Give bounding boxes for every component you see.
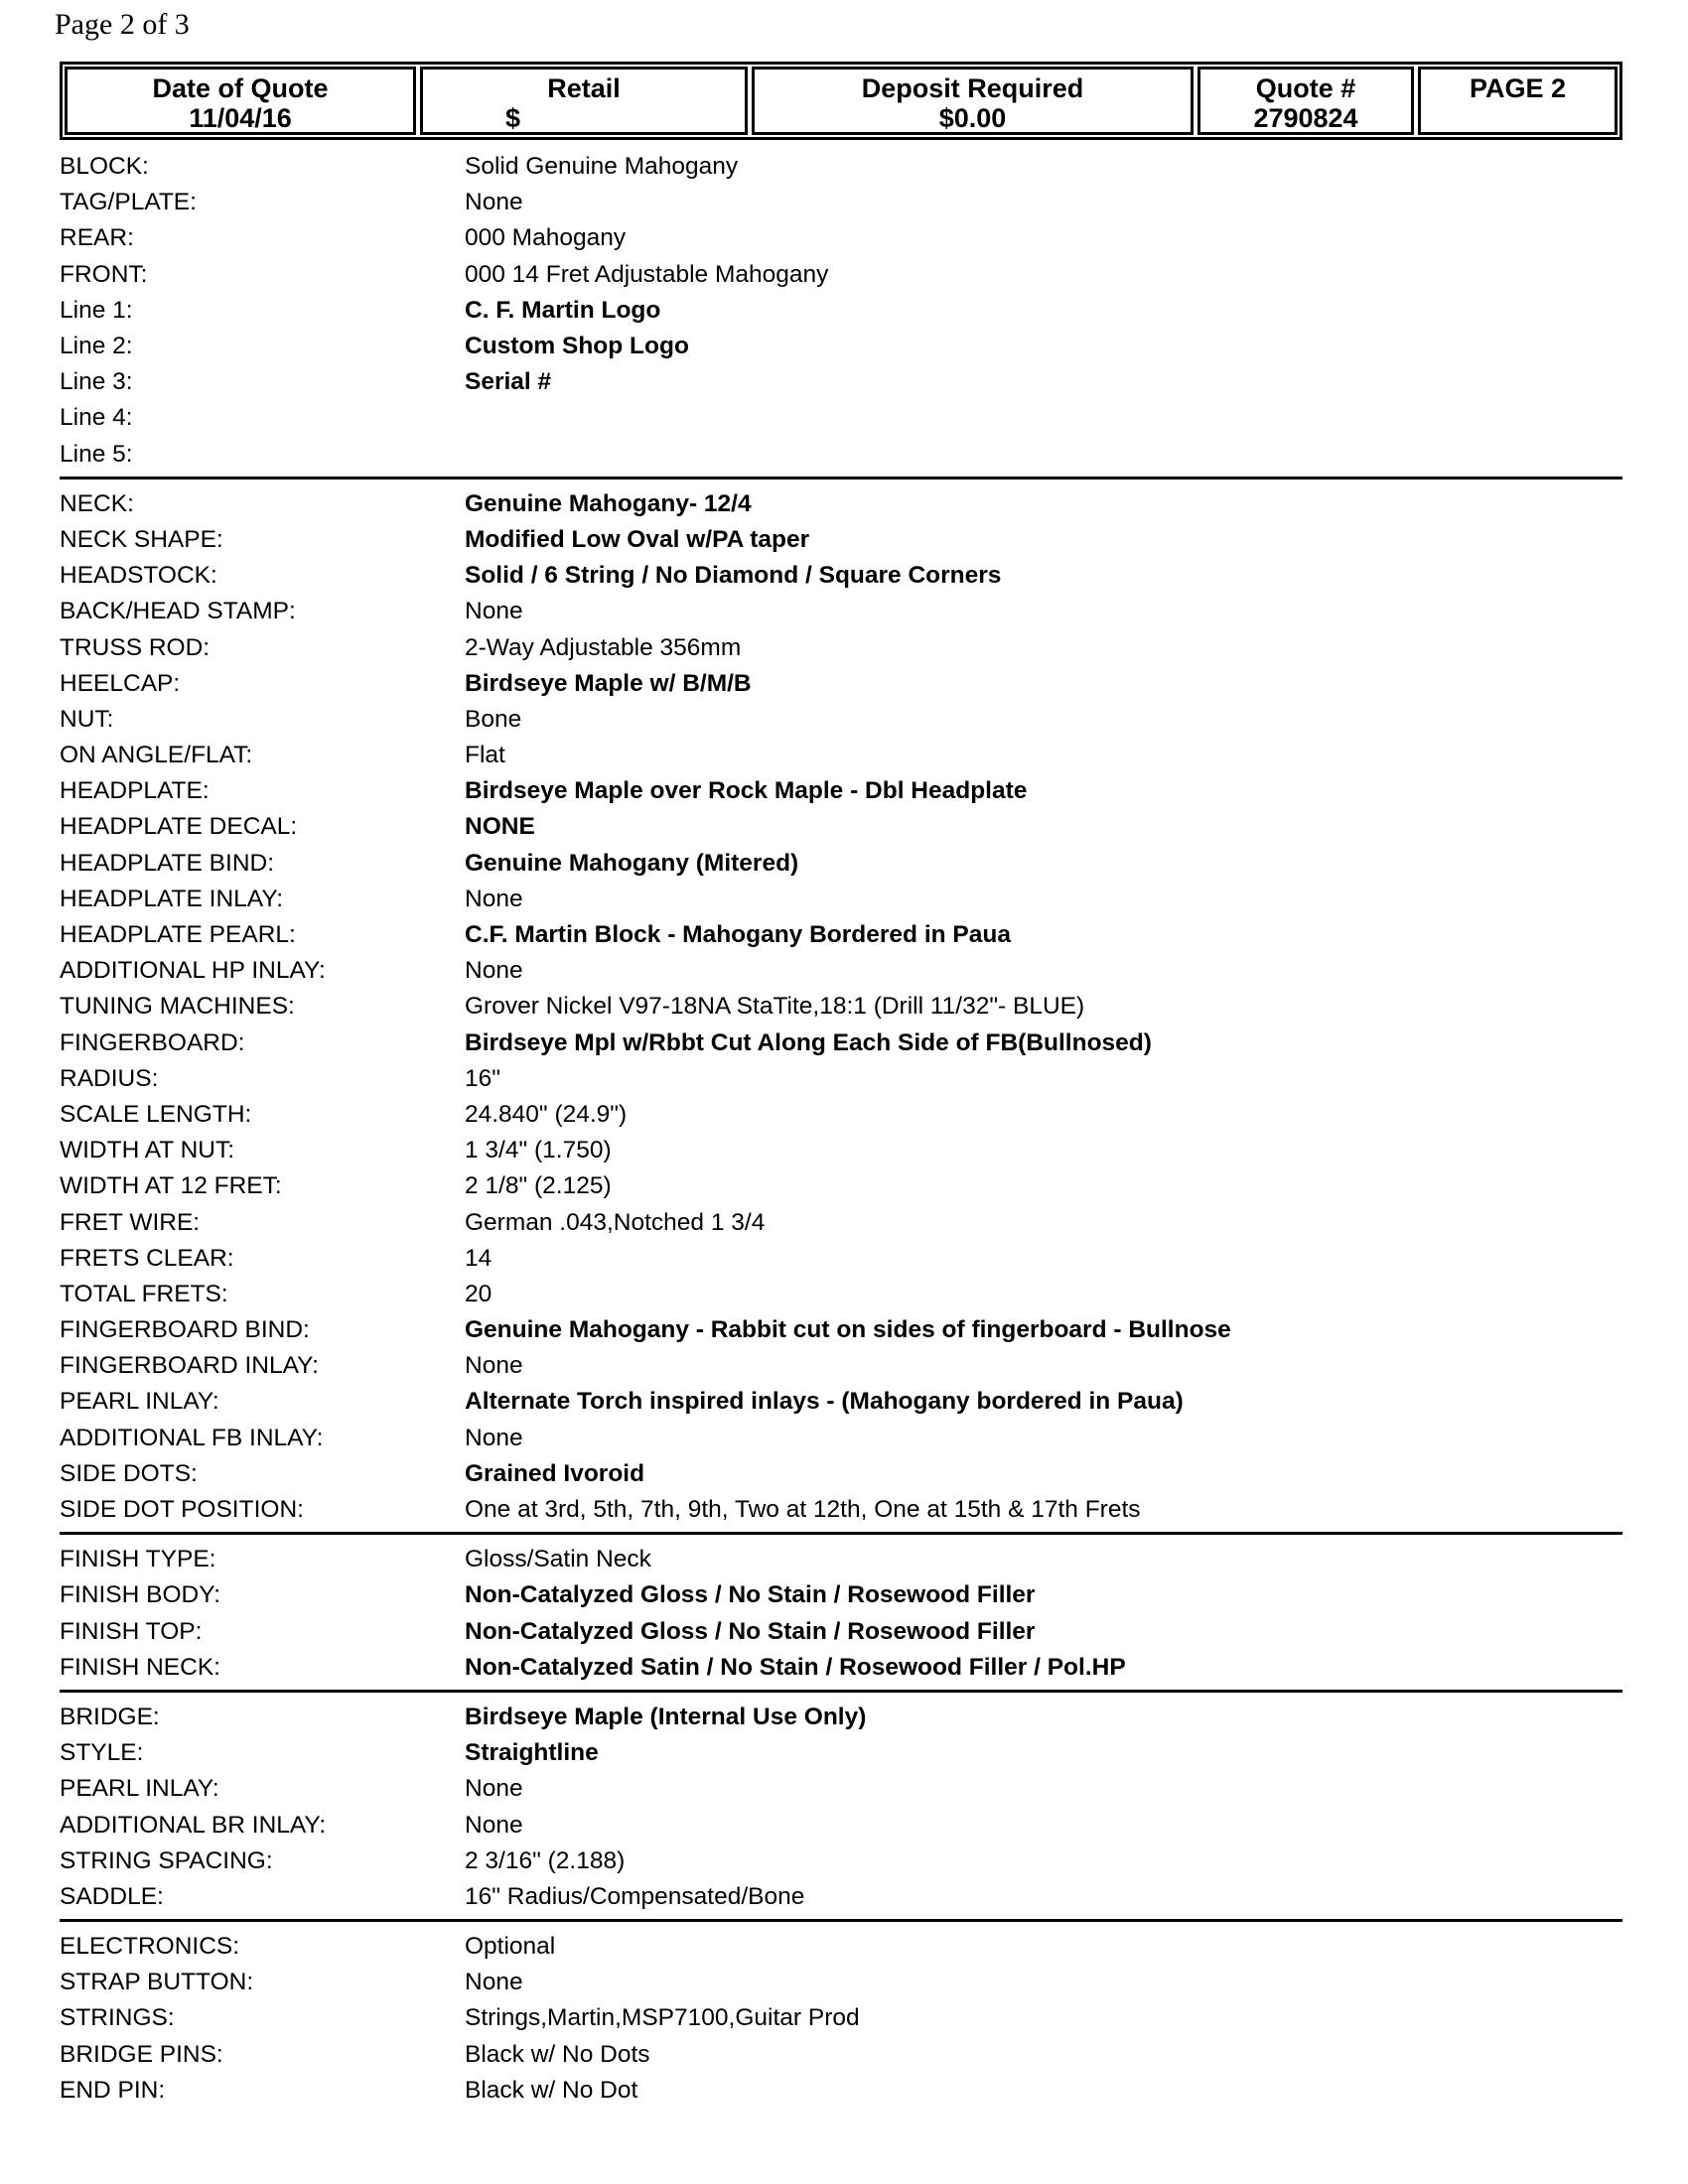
spec-label: BRIDGE:	[60, 1703, 160, 1730]
date-of-quote-cell	[65, 67, 416, 135]
spec-section	[60, 1542, 1622, 1693]
spec-label: STYLE:	[60, 1739, 144, 1767]
spec-section	[60, 1929, 1622, 2113]
spec-label: HEADPLATE:	[60, 777, 210, 805]
spec-value: Grover Nickel V97-18NA StaTite,18:1 (Drill 11/32"- BLUE)	[465, 993, 1085, 1021]
spec-value: None	[465, 957, 523, 985]
spec-value: Bone	[465, 705, 522, 733]
spec-value: None	[465, 1969, 523, 1996]
spec-row	[60, 2037, 1622, 2073]
page-number-cell	[1418, 67, 1618, 135]
spec-value: None	[465, 885, 523, 912]
spec-label: FINISH NECK:	[60, 1653, 220, 1681]
spec-row	[60, 220, 1622, 256]
spec-label: FINGERBOARD:	[60, 1028, 245, 1056]
spec-value: Genuine Mahogany - Rabbit cut on sides of fingerboard - Bullnose	[465, 1316, 1231, 1344]
spec-value: None	[465, 189, 523, 216]
spec-value: None	[465, 598, 523, 625]
deposit-required-cell	[752, 67, 1194, 135]
spec-label: FRET WIRE:	[60, 1208, 201, 1236]
spec-row	[60, 953, 1622, 989]
spec-label: TAG/PLATE:	[60, 189, 197, 216]
quote-number-label: Quote #	[1255, 73, 1356, 103]
quote-number-cell	[1197, 67, 1414, 135]
spec-row	[60, 1771, 1622, 1807]
spec-label: Line 5:	[60, 440, 133, 468]
retail-value: $	[505, 103, 521, 133]
spec-row	[60, 1168, 1622, 1204]
spec-row	[60, 989, 1622, 1024]
spec-label: TRUSS ROD:	[60, 633, 211, 661]
spec-value: 2 3/16" (2.188)	[465, 1846, 626, 1874]
spec-value: C.F. Martin Block - Mahogany Bordered in Paua	[465, 921, 1011, 949]
spec-row	[60, 1542, 1622, 1577]
spec-section	[60, 1700, 1622, 1922]
spec-row	[60, 1061, 1622, 1097]
spec-label: END PIN:	[60, 2076, 166, 2104]
spec-row	[60, 773, 1622, 809]
spec-label: FINGERBOARD INLAY:	[60, 1352, 319, 1380]
spec-value: NONE	[465, 813, 535, 841]
spec-label: SIDE DOT POSITION:	[60, 1496, 304, 1524]
spec-value: 16"	[465, 1064, 500, 1092]
spec-row	[60, 1492, 1622, 1528]
spec-row	[60, 257, 1622, 293]
spec-value: Flat	[465, 742, 505, 769]
quote-header-table	[60, 62, 1622, 140]
spec-label: Line 2:	[60, 333, 133, 360]
spec-value: Black w/ No Dot	[465, 2076, 638, 2104]
spec-value: German .043,Notched 1 3/4	[465, 1208, 766, 1236]
spec-row	[60, 1384, 1622, 1420]
spec-label: FRONT:	[60, 260, 148, 288]
spec-row	[60, 702, 1622, 738]
spec-value: None	[465, 1424, 523, 1451]
spec-value: None	[465, 1811, 523, 1839]
spec-value: Non-Catalyzed Gloss / No Stain / Rosewood Filler	[465, 1617, 1036, 1645]
spec-label: FINISH TOP:	[60, 1617, 203, 1645]
spec-label: HEADPLATE BIND:	[60, 849, 275, 877]
spec-label: PEARL INLAY:	[60, 1388, 219, 1416]
spec-row	[60, 185, 1622, 220]
spec-value: 24.840" (24.9")	[465, 1100, 628, 1128]
spec-value: Strings,Martin,MSP7100,Guitar Prod	[465, 2004, 860, 2032]
spec-label: TUNING MACHINES:	[60, 993, 295, 1021]
spec-value: Straightline	[465, 1739, 599, 1767]
spec-list	[60, 149, 1622, 2119]
spec-row	[60, 846, 1622, 882]
spec-row	[60, 1421, 1622, 1456]
spec-label: WIDTH AT 12 FRET:	[60, 1172, 282, 1200]
spec-row	[60, 594, 1622, 629]
page-label: Page 2 of 3	[55, 8, 190, 41]
spec-value: Birdseye Maple (Internal Use Only)	[465, 1703, 867, 1730]
spec-label: Line 3:	[60, 368, 133, 396]
spec-label: NECK:	[60, 489, 134, 517]
spec-value: Custom Shop Logo	[465, 333, 689, 360]
spec-label: ON ANGLE/FLAT:	[60, 742, 253, 769]
spec-value: Birdseye Maple w/ B/M/B	[465, 669, 752, 697]
spec-value: None	[465, 1775, 523, 1803]
spec-label: BRIDGE PINS:	[60, 2040, 223, 2068]
spec-section	[60, 486, 1622, 1535]
spec-value: Non-Catalyzed Gloss / No Stain / Rosewood Filler	[465, 1581, 1036, 1609]
spec-label: FINGERBOARD BIND:	[60, 1316, 310, 1344]
spec-row	[60, 1879, 1622, 1915]
spec-row	[60, 1025, 1622, 1061]
spec-label: ADDITIONAL BR INLAY:	[60, 1811, 327, 1839]
spec-row	[60, 149, 1622, 185]
spec-value: Gloss/Satin Neck	[465, 1546, 651, 1573]
spec-row	[60, 1577, 1622, 1613]
spec-value: 16" Radius/Compensated/Bone	[465, 1882, 805, 1910]
spec-row	[60, 629, 1622, 665]
spec-row	[60, 1843, 1622, 1879]
spec-label: HEADPLATE DECAL:	[60, 813, 298, 841]
spec-label: ELECTRONICS:	[60, 1933, 240, 1961]
page-number-label: PAGE 2	[1469, 73, 1567, 103]
spec-value: Grained Ivoroid	[465, 1459, 645, 1487]
spec-row	[60, 400, 1622, 436]
spec-row	[60, 522, 1622, 558]
spec-label: STRINGS:	[60, 2004, 175, 2032]
spec-value: 14	[465, 1244, 492, 1272]
spec-value: Genuine Mahogany (Mitered)	[465, 849, 799, 877]
spec-row	[60, 1700, 1622, 1735]
spec-row	[60, 809, 1622, 845]
spec-value: 000 Mahogany	[465, 224, 627, 252]
deposit-required-label: Deposit Required	[861, 73, 1084, 103]
spec-row	[60, 666, 1622, 702]
spec-label: NECK SHAPE:	[60, 525, 223, 553]
spec-value: Non-Catalyzed Satin / No Stain / Rosewood Filler / Pol.HP	[465, 1653, 1126, 1681]
spec-value: C. F. Martin Logo	[465, 296, 661, 324]
spec-value: 1 3/4" (1.750)	[465, 1137, 612, 1164]
spec-value: Modified Low Oval w/PA taper	[465, 525, 810, 553]
date-of-quote-value: 11/04/16	[189, 103, 292, 133]
spec-row	[60, 1965, 1622, 2000]
spec-row	[60, 1204, 1622, 1240]
spec-label: SADDLE:	[60, 1882, 164, 1910]
spec-label: ADDITIONAL HP INLAY:	[60, 957, 326, 985]
quote-number-value: 2790824	[1253, 103, 1358, 133]
spec-label: STRAP BUTTON:	[60, 1969, 254, 1996]
spec-value: Solid / 6 String / No Diamond / Square Corners	[465, 562, 1002, 590]
spec-label: SIDE DOTS:	[60, 1459, 198, 1487]
spec-row	[60, 1650, 1622, 1686]
spec-label: TOTAL FRETS:	[60, 1280, 228, 1307]
spec-label: HEELCAP:	[60, 669, 181, 697]
spec-label: BACK/HEAD STAMP:	[60, 598, 296, 625]
spec-row	[60, 293, 1622, 329]
spec-row	[60, 1929, 1622, 1965]
spec-label: Line 1:	[60, 296, 133, 324]
spec-label: HEADSTOCK:	[60, 562, 217, 590]
spec-value: Black w/ No Dots	[465, 2040, 650, 2068]
spec-row	[60, 1735, 1622, 1771]
spec-value: Birdseye Maple over Rock Maple - Dbl Headplate	[465, 777, 1028, 805]
spec-row	[60, 1277, 1622, 1312]
spec-label: NUT:	[60, 705, 114, 733]
spec-row	[60, 1807, 1622, 1843]
spec-value: Birdseye Mpl w/Rbbt Cut Along Each Side of FB(Bullnosed)	[465, 1028, 1152, 1056]
spec-value: None	[465, 1352, 523, 1380]
spec-row	[60, 558, 1622, 594]
spec-value: Alternate Torch inspired inlays - (Mahogany bordered in Paua)	[465, 1388, 1184, 1416]
spec-label: HEADPLATE INLAY:	[60, 885, 284, 912]
deposit-required-value: $0.00	[938, 103, 1007, 133]
spec-row	[60, 329, 1622, 364]
spec-row	[60, 1348, 1622, 1384]
spec-value: Genuine Mahogany- 12/4	[465, 489, 752, 517]
spec-label: BLOCK:	[60, 153, 149, 181]
spec-label: RADIUS:	[60, 1064, 159, 1092]
spec-label: Line 4:	[60, 404, 133, 432]
spec-label: HEADPLATE PEARL:	[60, 921, 296, 949]
spec-label: STRING SPACING:	[60, 1846, 273, 1874]
spec-row	[60, 486, 1622, 522]
spec-row	[60, 1312, 1622, 1348]
spec-row	[60, 437, 1622, 473]
spec-row	[60, 1133, 1622, 1168]
spec-label: FINISH BODY:	[60, 1581, 221, 1609]
spec-label: PEARL INLAY:	[60, 1775, 219, 1803]
spec-value: Solid Genuine Mahogany	[465, 153, 739, 181]
spec-value: 2 1/8" (2.125)	[465, 1172, 612, 1200]
spec-section	[60, 149, 1622, 479]
spec-value: One at 3rd, 5th, 7th, 9th, Two at 12th, One at 15th & 17th Frets	[465, 1496, 1141, 1524]
retail-label: Retail	[547, 73, 621, 103]
spec-row	[60, 2073, 1622, 2109]
spec-value: Optional	[465, 1933, 556, 1961]
spec-row	[60, 1097, 1622, 1133]
spec-label: ADDITIONAL FB INLAY:	[60, 1424, 324, 1451]
spec-row	[60, 738, 1622, 773]
date-of-quote-label: Date of Quote	[152, 73, 329, 103]
spec-row	[60, 917, 1622, 953]
spec-label: WIDTH AT NUT:	[60, 1137, 235, 1164]
spec-row	[60, 2000, 1622, 2036]
spec-row	[60, 364, 1622, 400]
spec-label: REAR:	[60, 224, 134, 252]
spec-label: FRETS CLEAR:	[60, 1244, 234, 1272]
spec-row	[60, 1241, 1622, 1277]
spec-label: FINISH TYPE:	[60, 1546, 216, 1573]
spec-value: Serial #	[465, 368, 552, 396]
spec-row	[60, 1456, 1622, 1492]
retail-cell	[420, 67, 748, 135]
spec-label: SCALE LENGTH:	[60, 1100, 252, 1128]
spec-row	[60, 1614, 1622, 1650]
spec-row	[60, 882, 1622, 917]
spec-value: 20	[465, 1280, 492, 1307]
spec-value: 2-Way Adjustable 356mm	[465, 633, 742, 661]
spec-value: 000 14 Fret Adjustable Mahogany	[465, 260, 829, 288]
